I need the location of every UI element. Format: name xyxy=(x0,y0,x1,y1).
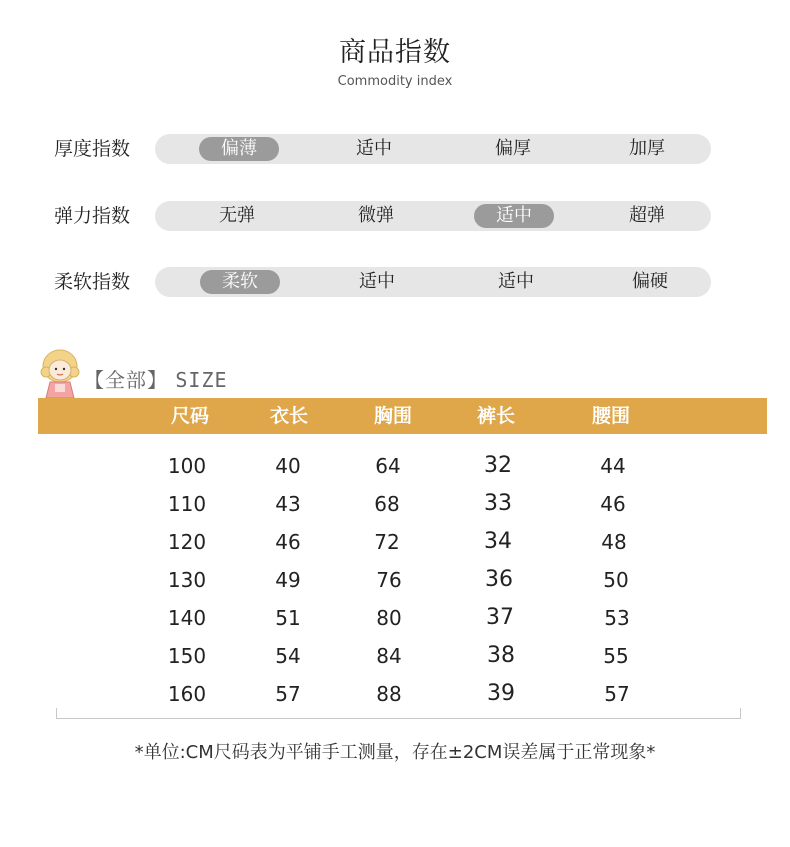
measurement-note: *单位:CM尺码表为平铺手工测量，存在±2CM误差属于正常现象* xyxy=(134,742,656,763)
table-cell: 100 xyxy=(167,454,207,478)
index-bar xyxy=(155,201,711,231)
table-cell: 160 xyxy=(167,682,207,706)
table-cell: 54 xyxy=(275,644,301,668)
table-cell: 110 xyxy=(167,492,207,516)
table-cell: 76 xyxy=(376,568,402,592)
index-option: 超弹 xyxy=(629,205,665,226)
table-cell: 80 xyxy=(376,606,402,630)
index-bar xyxy=(155,134,711,164)
table-cell: 34 xyxy=(484,529,512,554)
table-row xyxy=(0,447,790,485)
size-label-cn: 【全部】 xyxy=(84,368,168,392)
index-option: 适中 xyxy=(498,271,534,292)
index-option: 偏厚 xyxy=(495,138,531,159)
index-option: 微弹 xyxy=(358,205,394,226)
index-label: 弹力指数 xyxy=(54,205,131,227)
table-cell: 120 xyxy=(167,530,207,554)
table-cell: 84 xyxy=(376,644,402,668)
table-bottom-divider xyxy=(56,718,741,719)
size-section-label xyxy=(84,364,228,393)
table-cell: 64 xyxy=(375,454,401,478)
table-cell: 44 xyxy=(600,454,626,478)
index-option-selected: 适中 xyxy=(474,204,554,228)
index-label: 柔软指数 xyxy=(54,271,131,293)
column-header: 胸围 xyxy=(373,405,412,427)
column-header: 腰围 xyxy=(591,405,630,427)
index-option: 偏硬 xyxy=(632,271,668,292)
table-cell: 43 xyxy=(275,492,301,516)
column-header: 尺码 xyxy=(170,405,209,427)
table-cell: 140 xyxy=(167,606,207,630)
table-cell: 150 xyxy=(167,644,207,668)
table-cell: 68 xyxy=(374,492,400,516)
table-cell: 37 xyxy=(486,605,514,630)
table-cell: 53 xyxy=(604,606,630,630)
table-cell: 32 xyxy=(484,453,512,478)
table-cell: 57 xyxy=(275,682,301,706)
size-table-header xyxy=(38,398,767,434)
index-option: 适中 xyxy=(356,138,392,159)
table-cell: 57 xyxy=(604,682,630,706)
index-option-selected: 偏薄 xyxy=(199,137,279,161)
table-cell: 46 xyxy=(600,492,626,516)
table-cell: 33 xyxy=(484,491,512,516)
index-row-softness xyxy=(0,267,790,297)
column-header: 衣长 xyxy=(269,405,308,427)
size-section-header xyxy=(38,346,338,396)
table-row xyxy=(0,675,790,713)
size-label-en: SIZE xyxy=(175,368,228,392)
index-row-elasticity xyxy=(0,201,790,231)
page-title: 商品指数 xyxy=(339,37,451,68)
index-row-thickness xyxy=(0,134,790,164)
table-cell: 38 xyxy=(487,643,515,668)
page-subtitle: Commodity index xyxy=(337,74,453,89)
table-cell: 48 xyxy=(601,530,627,554)
index-option: 适中 xyxy=(359,271,395,292)
table-row xyxy=(0,523,790,561)
table-cell: 46 xyxy=(275,530,301,554)
table-cell: 51 xyxy=(275,606,301,630)
table-row xyxy=(0,599,790,637)
table-cell: 50 xyxy=(603,568,629,592)
index-option: 加厚 xyxy=(629,138,665,159)
table-row xyxy=(0,637,790,675)
table-cell: 130 xyxy=(167,568,207,592)
table-cell: 88 xyxy=(376,682,402,706)
index-label: 厚度指数 xyxy=(54,138,131,160)
index-option-selected: 柔软 xyxy=(200,270,280,294)
table-cell: 49 xyxy=(275,568,301,592)
table-cell: 36 xyxy=(485,567,513,592)
table-cell: 40 xyxy=(275,454,301,478)
index-option: 无弹 xyxy=(219,205,255,226)
column-header: 裤长 xyxy=(476,405,515,427)
table-row xyxy=(0,485,790,523)
table-cell: 55 xyxy=(603,644,629,668)
table-row xyxy=(0,561,790,599)
table-cell: 72 xyxy=(374,530,400,554)
table-cell: 39 xyxy=(487,681,515,706)
index-bar xyxy=(155,267,711,297)
